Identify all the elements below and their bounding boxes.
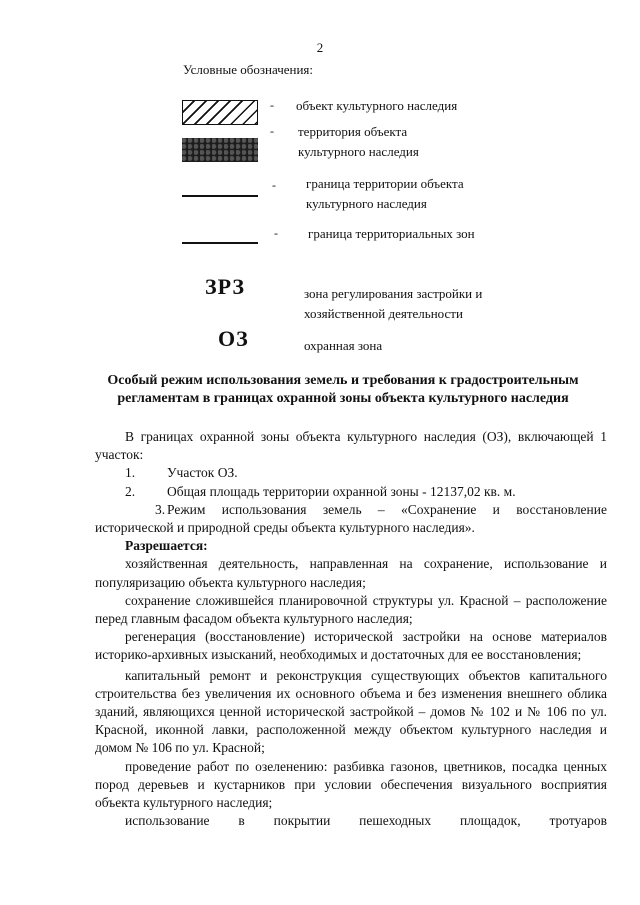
legend-dash: - (274, 226, 278, 240)
zrz-abbreviation: ЗРЗ (205, 274, 245, 299)
item-text: Общая площадь территории охранной зоны - 12137,02 кв. м. (167, 483, 516, 499)
oz-abbreviation: ОЗ (218, 326, 249, 351)
territory-boundary-line-symbol (182, 195, 258, 197)
allowed-paragraph: капитальный ремонт и реконструкция существующих объектов капитального строительства без увеличения их основного объема и без изменения внешнего облика зданий, являющихся ценной исторической застройкой – домов № 102 и № 106 по ул. Красной, иконной лавки, расположенной между объектом культурного наследия и домом № 106 по ул. Красной; (95, 667, 607, 756)
section-heading: Особый режим использования земель и требования к градостроительным регламентам в границах охранной зоны объекта культурного наследия (107, 373, 579, 406)
heritage-territory-symbol (182, 138, 258, 162)
cultural-heritage-object-symbol (182, 100, 258, 125)
item-number: 3. (155, 501, 166, 517)
legend-item-text: охранная зона (304, 338, 383, 353)
allowed-paragraph: проведение работ по озеленению: разбивка газонов, цветников, посадка ценных пород деревьев и кустарников при условии обеспечения визуального восприятия объекта культурного наследия; (95, 758, 607, 811)
item-number: 2. (125, 483, 136, 499)
legend-item-text: граница территории объекта культурного наследия (306, 176, 464, 211)
legend-dash: - (270, 98, 274, 112)
allowed-paragraph: сохранение сложившейся планировочной структуры ул. Красной – расположение перед главным фасадом объекта культурного наследия; (95, 592, 607, 627)
allowed-paragraph: регенерация (восстановление) исторической застройки на основе материалов историко-архивных изысканий, необходимых и достаточных для ее восстановления; (95, 629, 607, 663)
allowed-paragraph: использование в покрытии пешеходных площадок, тротуаров (125, 813, 607, 829)
page-number: 2 (316, 40, 324, 55)
legend-dash: - (270, 124, 274, 138)
legend-item-text: территория объекта культурного наследия (298, 124, 419, 159)
allowed-title: Разрешается: (125, 538, 208, 554)
document-body (95, 428, 607, 830)
item-text: Режим использования земель – «Сохранение и восстановление исторической и природной среды объекта культурного наследия». (95, 501, 607, 536)
intro-paragraph: В границах охранной зоны объекта культурного наследия (ОЗ), включающей 1 участок: (95, 429, 607, 463)
legend-item-text: зона регулирования застройки и хозяйственной деятельности (304, 286, 483, 321)
numbered-item (95, 501, 607, 537)
allowed-paragraph: хозяйственная деятельность, направленная на сохранение, использование и популяризацию объекта культурного наследия; (95, 556, 607, 590)
legend-title: Условные обозначения: (183, 62, 314, 77)
legend-item-text: объект культурного наследия (296, 98, 458, 113)
legend-dash: - (272, 178, 276, 192)
numbered-item (95, 464, 607, 482)
numbered-item (95, 483, 607, 501)
item-number: 1. (125, 465, 136, 481)
item-text: Участок ОЗ. (167, 465, 238, 481)
zone-boundary-line-symbol (182, 242, 258, 244)
legend-item-text: граница территориальных зон (308, 226, 475, 241)
